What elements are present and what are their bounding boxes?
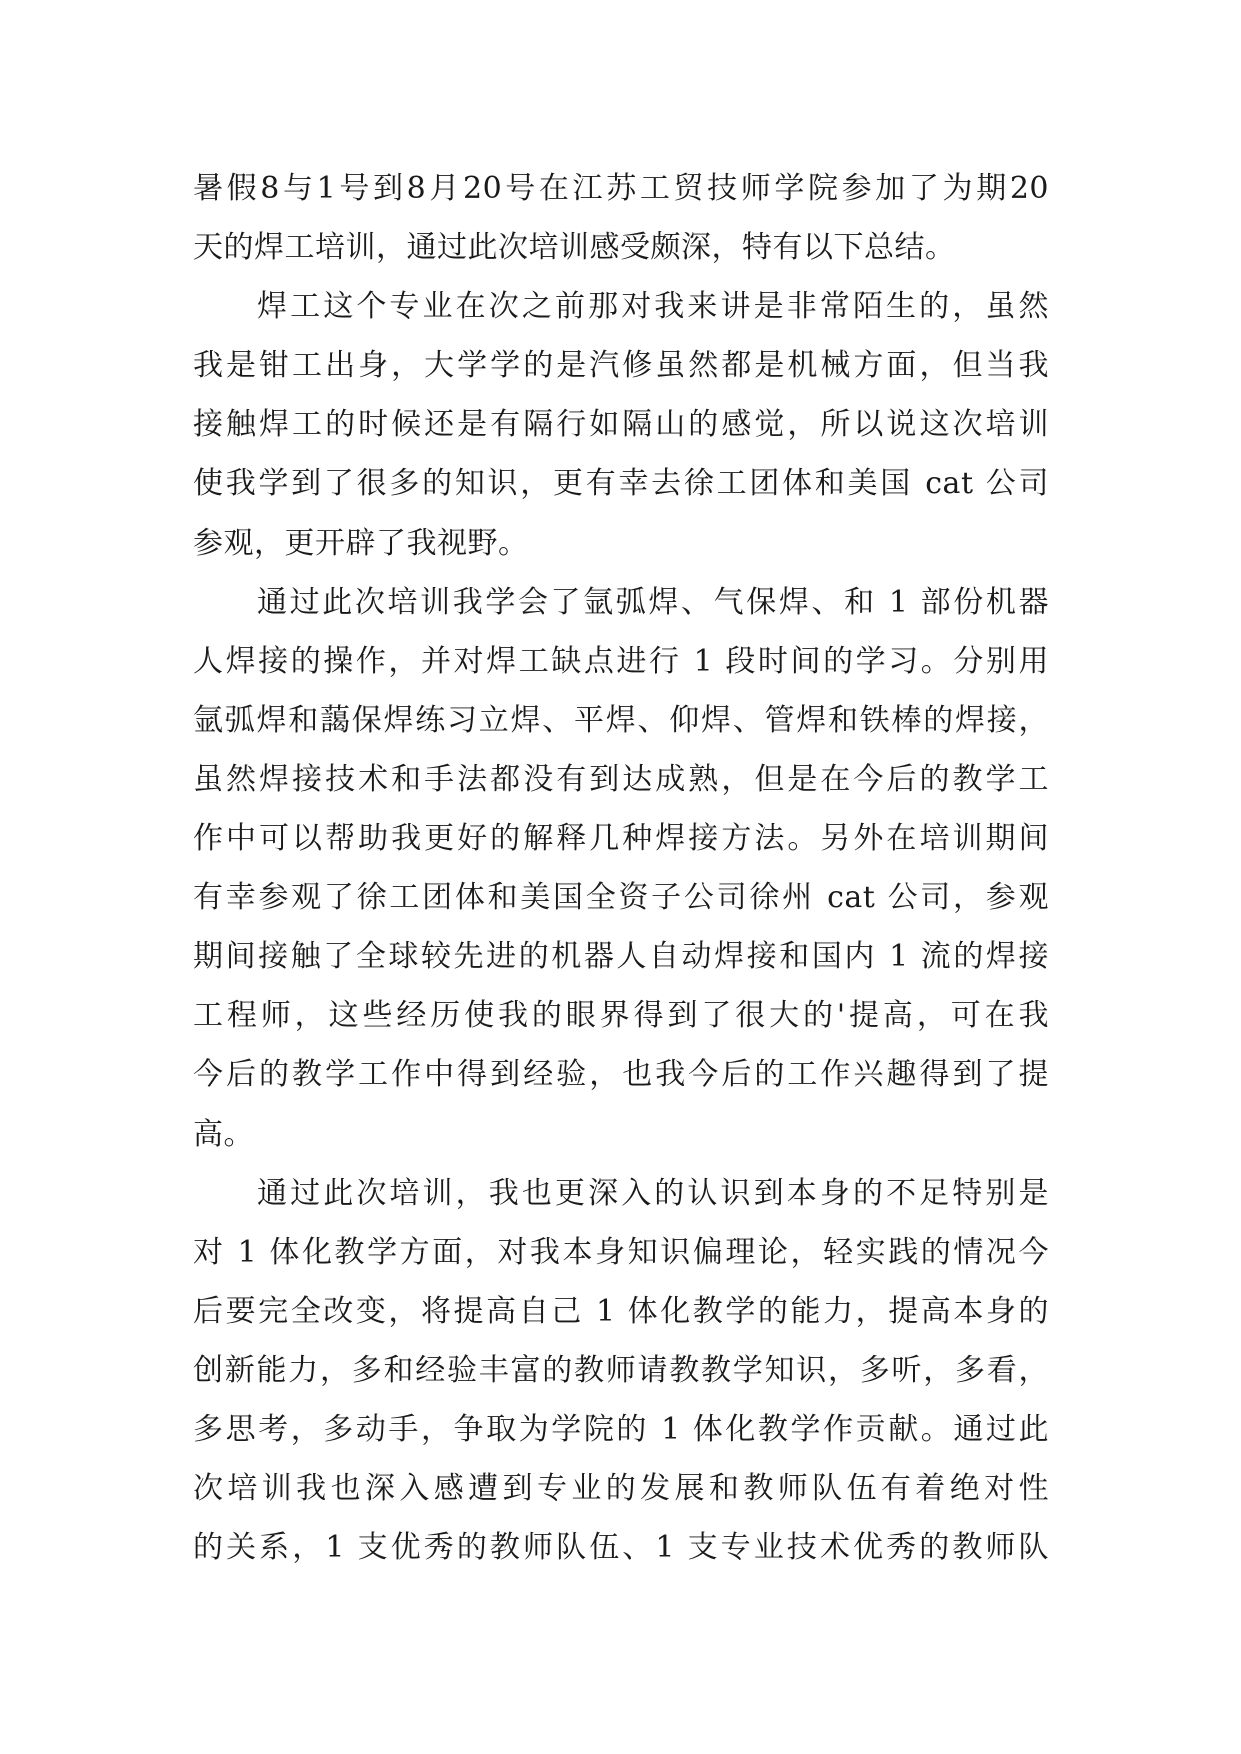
text-line: 次培训我也深入感遭到专业的发展和教师队伍有着绝对性 [193,1471,1049,1507]
body-text [193,159,1049,1577]
text-line: 今后的教学工作中得到经验，也我今后的工作兴趣得到了提 [193,1057,1049,1093]
text-line: 通过此次培训我学会了氩弧焊、气保焊、和 1 部份机器 [257,584,1049,620]
text-line: 虽然焊接技术和手法都没有到达成熟，但是在今后的教学工 [193,761,1049,797]
text-line: 氩弧焊和藹保焊练习立焊、平焊、仰焊、管焊和铁棒的焊接， [193,702,1049,738]
text-line: 的关系，1 支优秀的教师队伍、1 支专业技术优秀的教师队 [193,1530,1049,1566]
text-line: 作中可以帮助我更好的解释几种焊接方法。另外在培训期间 [193,821,1049,857]
text-line: 焊工这个专业在次之前那对我来讲是非常陌生的，虽然 [257,289,1049,325]
text-line: 暑假8与1号到8月20号在江苏工贸技师学院参加了为期20 [193,171,1049,206]
text-line: 参观，更开辟了我视野。 [193,525,529,561]
text-line: 有幸参观了徐工团体和美国全资子公司徐州 cat 公司，参观 [193,880,1049,916]
text-line: 工程师，这些经历使我的眼界得到了很大的'提高，可在我 [193,998,1049,1034]
text-line: 使我学到了很多的知识，更有幸去徐工团体和美国 cat 公司 [193,466,1049,502]
text-line: 期间接触了全球较先进的机器人自动焊接和国内 1 流的焊接 [193,939,1049,975]
text-line: 高。 [193,1116,254,1152]
text-line: 人焊接的操作，并对焊工缺点进行 1 段时间的学习。分别用 [193,643,1049,679]
text-line: 接触焊工的时候还是有隔行如隔山的感觉，所以说这次培训 [193,407,1049,443]
text-line: 创新能力，多和经验丰富的教师请教教学知识，多听，多看， [193,1352,1049,1388]
text-line: 我是钳工出身，大学学的是汽修虽然都是机械方面，但当我 [193,348,1049,384]
text-line: 对 1 体化教学方面，对我本身知识偏理论，轻实践的情况今 [193,1234,1049,1270]
text-line: 多思考，多动手，争取为学院的 1 体化教学作贡献。通过此 [193,1411,1049,1447]
text-line: 后要完全改变，将提高自己 1 体化教学的能力，提高本身的 [193,1293,1049,1329]
text-line: 通过此次培训，我也更深入的认识到本身的不足特别是 [257,1175,1049,1211]
text-line: 天的焊工培训，通过此次培训感受颇深，特有以下总结。 [193,230,956,266]
